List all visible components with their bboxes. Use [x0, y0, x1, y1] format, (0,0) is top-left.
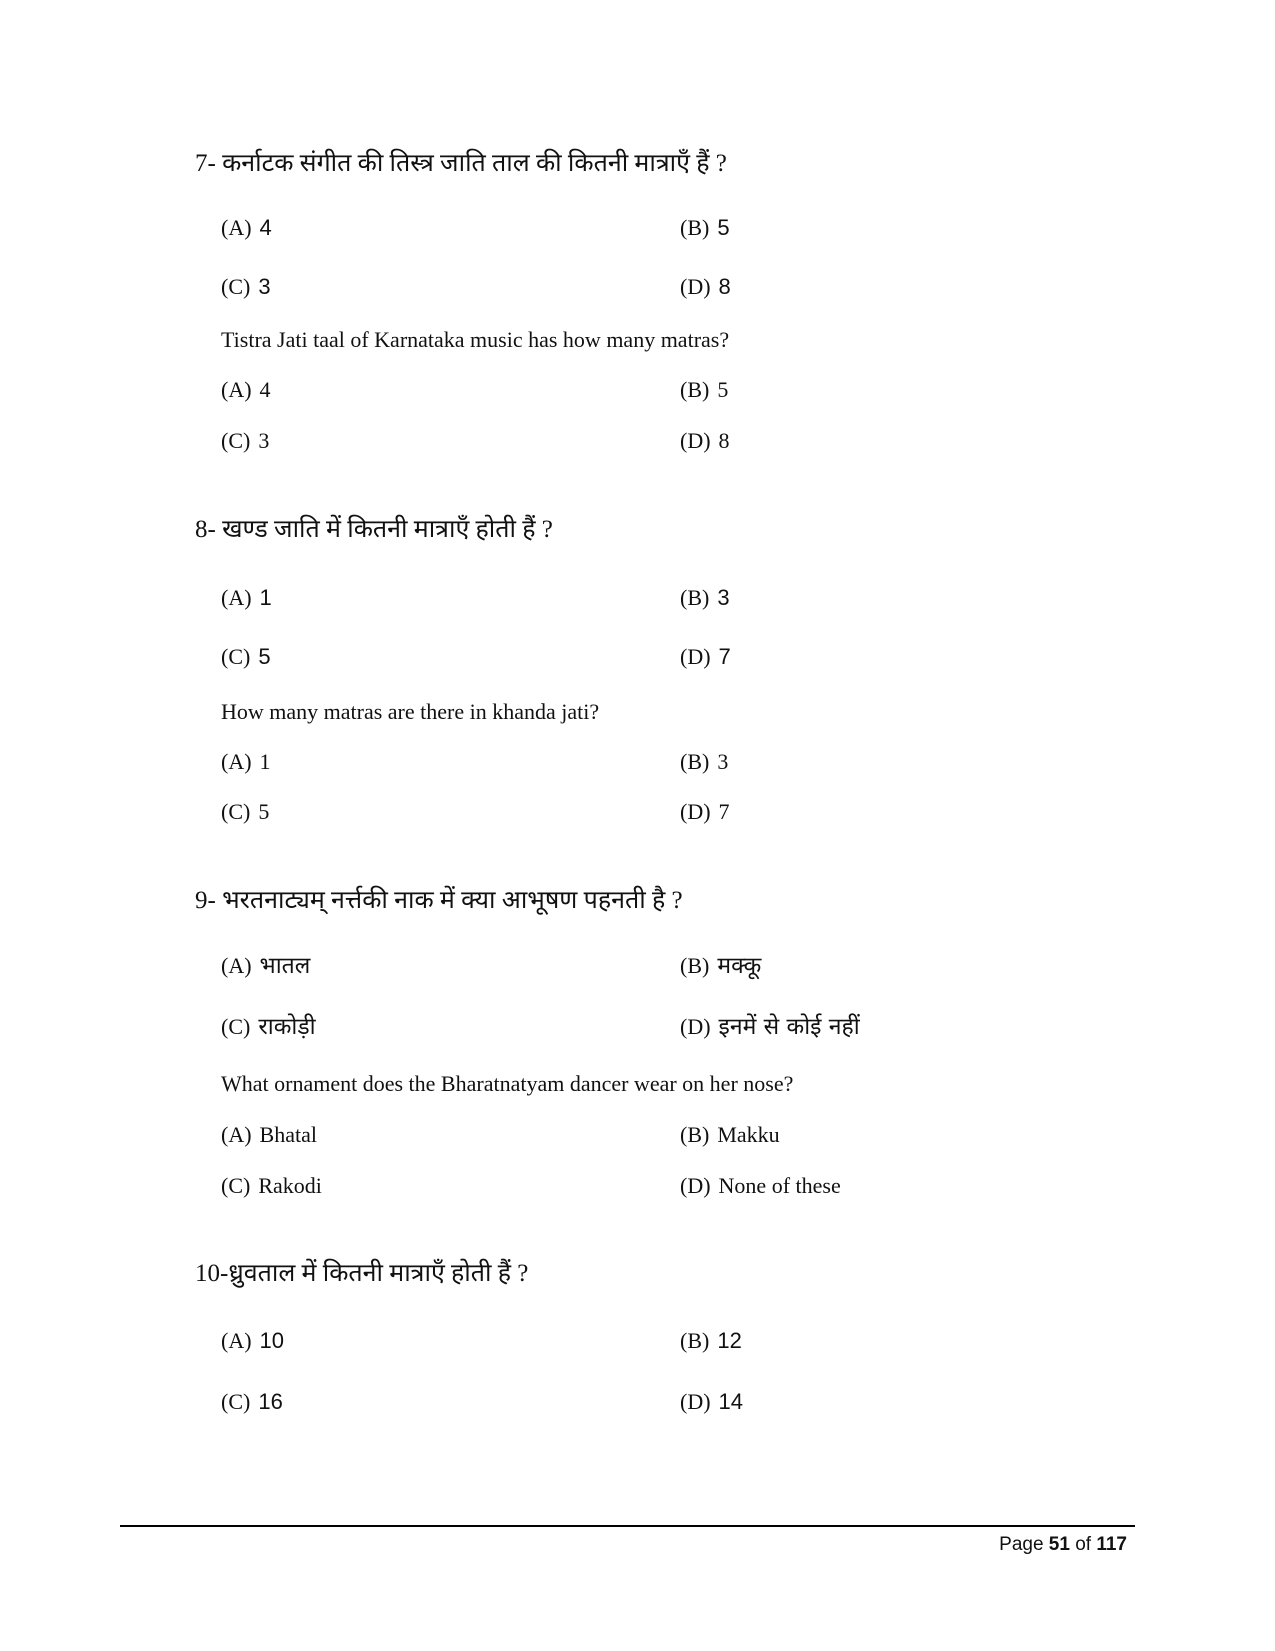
q8-hindi-option-c: [221, 643, 271, 671]
question-7-hindi: 7- कर्नाटक संगीत की तिस्त्र जाति ताल की कितनी मात्राएँ हैं ?: [195, 150, 727, 177]
q9-english-option-a: [221, 1121, 317, 1149]
option-label: (B): [680, 1122, 710, 1147]
question-10-hindi: 10-ध्रुवताल में कितनी मात्राएँ होती हैं ?: [195, 1260, 529, 1287]
option-label: (A): [221, 749, 252, 774]
option-label: (B): [680, 953, 710, 978]
option-value: 7: [718, 644, 731, 669]
q8-english-option-b: [680, 748, 728, 776]
option-value: 3: [717, 585, 730, 610]
option-value: Rakodi: [258, 1173, 322, 1198]
option-label: (C): [221, 1173, 251, 1198]
option-value: Bhatal: [259, 1122, 317, 1147]
option-value: 4: [259, 215, 272, 240]
question-8-hindi: 8- खण्ड जाति में कितनी मात्राएँ होती हैं ?: [195, 516, 553, 543]
option-value: 1: [259, 585, 272, 610]
q9-hindi-option-d: [680, 1013, 860, 1041]
option-label: (A): [221, 1122, 252, 1147]
q10-hindi-option-b: [680, 1327, 742, 1355]
option-value: 8: [718, 428, 730, 453]
q10-hindi-option-c: [221, 1388, 283, 1416]
option-value: मक्कू: [717, 953, 762, 979]
option-label: (A): [221, 1328, 252, 1353]
q8-english-option-a: [221, 748, 271, 776]
current-page: 51: [1048, 1534, 1070, 1555]
q10-hindi-option-d: [680, 1388, 743, 1416]
option-label: (C): [221, 1014, 251, 1039]
option-label: (B): [680, 749, 710, 774]
option-label: (C): [221, 799, 251, 824]
q8-english-option-d: [680, 798, 730, 826]
q9-english-option-c: [221, 1172, 322, 1200]
option-label: (A): [221, 953, 252, 978]
option-value: 5: [717, 377, 729, 402]
option-label: (A): [221, 585, 252, 610]
q7-english-option-b: [680, 376, 728, 404]
q9-hindi-option-a: [221, 952, 310, 980]
option-label: (C): [221, 1389, 251, 1414]
question-9-english: What ornament does the Bharatnatyam dancer wear on her nose?: [221, 1071, 794, 1096]
option-label: (D): [680, 644, 711, 669]
option-value: 8: [718, 274, 731, 299]
page-of: of: [1069, 1534, 1097, 1555]
question-7-english: Tistra Jati taal of Karnataka music has how many matras?: [221, 327, 730, 352]
q9-hindi-option-b: [680, 952, 761, 980]
option-label: (D): [680, 1389, 711, 1414]
option-value: 5: [258, 644, 271, 669]
q7-hindi-option-c: [221, 273, 271, 301]
q7-hindi-option-d: [680, 273, 731, 301]
option-value: 3: [258, 274, 271, 299]
question-8-english: How many matras are there in khanda jati?: [221, 699, 600, 724]
q9-hindi-option-c: [221, 1013, 316, 1041]
q9-english-option-d: [680, 1172, 841, 1200]
option-value: 7: [718, 799, 730, 824]
option-value: राकोड़ी: [258, 1014, 316, 1040]
option-value: 1: [259, 749, 271, 774]
option-value: 16: [258, 1389, 283, 1414]
option-label: (B): [680, 215, 710, 240]
q7-english-option-a: [221, 376, 271, 404]
option-value: 12: [717, 1328, 742, 1353]
option-label: (C): [221, 644, 251, 669]
option-value: 14: [718, 1389, 744, 1414]
page-prefix: Page: [999, 1534, 1049, 1555]
option-value: 4: [259, 377, 271, 402]
q8-hindi-option-b: [680, 584, 730, 612]
footer-divider: [120, 1525, 1135, 1527]
q7-english-option-d: [680, 427, 730, 455]
option-value: भातल: [259, 953, 311, 979]
option-label: (C): [221, 274, 251, 299]
option-label: (D): [680, 1173, 711, 1198]
q10-hindi-option-a: [221, 1327, 284, 1355]
option-value: 5: [258, 799, 270, 824]
option-label: (B): [680, 585, 710, 610]
q8-hindi-option-a: [221, 584, 272, 612]
option-value: None of these: [718, 1173, 841, 1198]
option-label: (B): [680, 1328, 710, 1353]
option-label: (D): [680, 1014, 711, 1039]
option-value: Makku: [717, 1122, 780, 1147]
q9-english-option-b: [680, 1121, 780, 1149]
option-value: 3: [717, 749, 729, 774]
option-label: (B): [680, 377, 710, 402]
page-number: [999, 1532, 1127, 1558]
option-value: इनमें से कोई नहीं: [718, 1014, 860, 1040]
q7-hindi-option-a: [221, 214, 272, 242]
question-9-hindi: 9- भरतनाट्यम् नर्त्तकी नाक में क्या आभूषण पहनती है ?: [195, 887, 683, 914]
q7-hindi-option-b: [680, 214, 730, 242]
q8-english-option-c: [221, 798, 269, 826]
option-label: (D): [680, 274, 711, 299]
option-label: (D): [680, 428, 711, 453]
option-label: (C): [221, 428, 251, 453]
q7-english-option-c: [221, 427, 269, 455]
option-value: 10: [259, 1328, 285, 1353]
q8-hindi-option-d: [680, 643, 731, 671]
option-label: (A): [221, 215, 252, 240]
option-label: (D): [680, 799, 711, 824]
option-value: 5: [717, 215, 730, 240]
option-label: (A): [221, 377, 252, 402]
option-value: 3: [258, 428, 270, 453]
total-pages: 117: [1096, 1534, 1127, 1555]
